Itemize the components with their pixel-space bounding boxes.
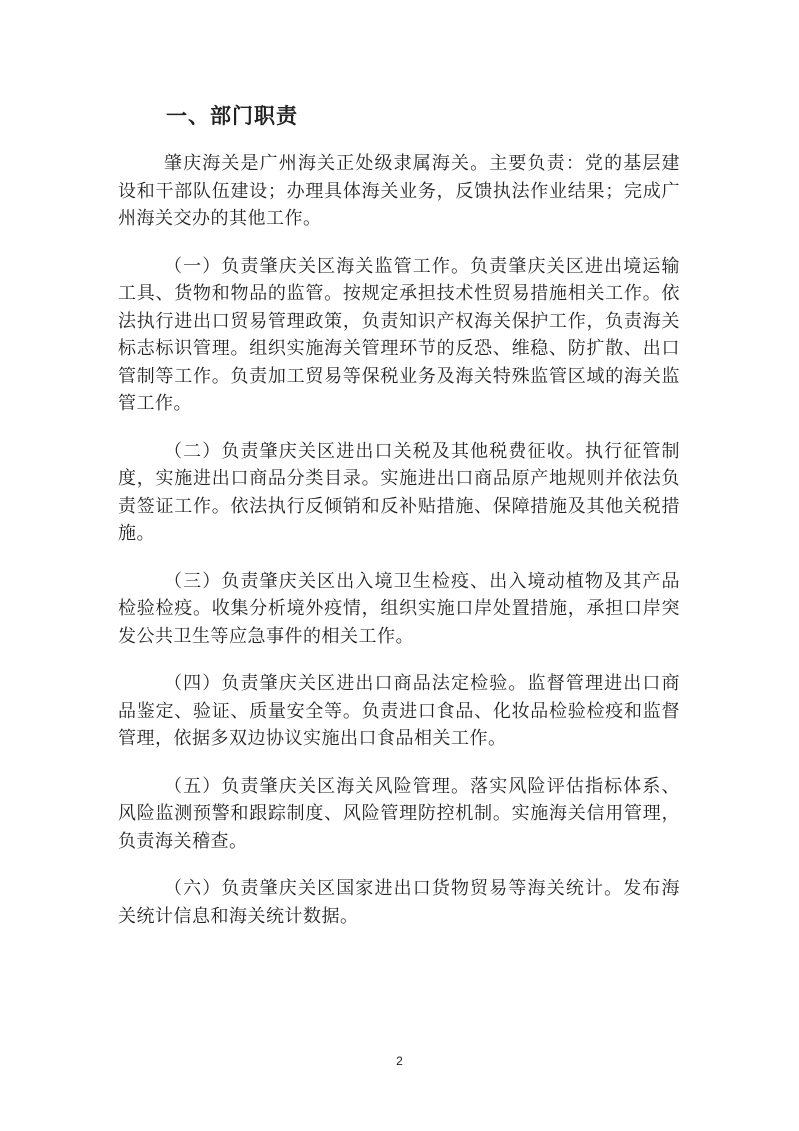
- paragraph-item-1: （一）负责肇庆关区海关监管工作。负责肇庆关区进出境运输工具、货物和物品的监管。按规定承担技术性贸易措施相关工作。依法执行进出口贸易管理政策，负责知识产权海关保护工作，负责海关标志标识管理。组织实施海关管理环节的反恐、维稳、防扩散、出口管制等工作。负责加工贸易等保税业务及海关特殊监管区域的海关监管工作。: [118, 255, 680, 414]
- paragraph-item-2: （二）负责肇庆关区进出口关税及其他税费征收。执行征管制度，实施进出口商品分类目录。实施进出口商品原产地规则并依法负责签证工作。依法执行反倾销和反补贴措施、保障措施及其他关税措施。: [118, 440, 680, 544]
- paragraph-intro: 肇庆海关是广州海关正处级隶属海关。主要负责：党的基层建设和干部队伍建设；办理具体海关业务，反馈执法作业结果；完成广州海关交办的其他工作。: [118, 153, 680, 229]
- page-number: 2: [396, 1054, 403, 1068]
- paragraph-item-5: （五）负责肇庆关区海关风险管理。落实风险评估指标体系、风险监测预警和跟踪制度、风险管理防控机制。实施海关信用管理，负责海关稽查。: [118, 775, 680, 852]
- paragraph-item-4: （四）负责肇庆关区进出口商品法定检验。监督管理进出口商品鉴定、验证、质量安全等。负责进口食品、化妆品检验检疫和监督管理，依据多双边协议实施出口食品相关工作。: [118, 673, 680, 749]
- paragraph-item-6: （六）负责肇庆关区国家进出口货物贸易等海关统计。发布海关统计信息和海关统计数据。: [118, 878, 680, 927]
- body-text: [118, 150, 680, 950]
- paragraph-item-3: （三）负责肇庆关区出入境卫生检疫、出入境动植物及其产品检验检疫。收集分析境外疫情，组织实施口岸处置措施，承担口岸突发公共卫生等应急事件的相关工作。: [118, 570, 680, 647]
- section-heading: 一、部门职责: [166, 104, 298, 128]
